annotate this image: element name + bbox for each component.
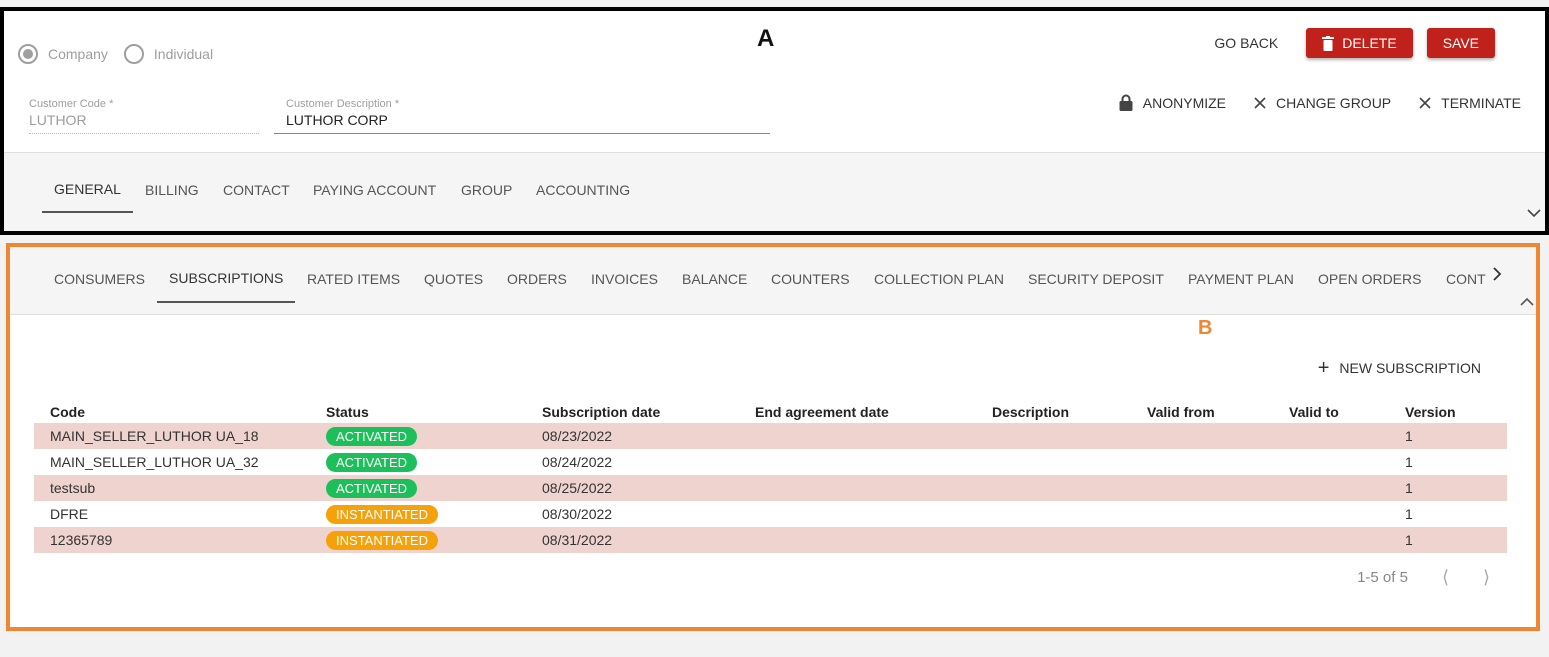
header-version[interactable]: Version (1405, 404, 1456, 420)
tab-open-orders[interactable]: OPEN ORDERS (1318, 271, 1422, 287)
cell-subscription-date: 08/24/2022 (542, 454, 613, 470)
anonymize-label: ANONYMIZE (1142, 94, 1227, 111)
table-row[interactable] (34, 501, 1507, 527)
chevron-up-icon[interactable] (1520, 297, 1534, 307)
radio-company-label: Company (48, 46, 108, 62)
change-group-button[interactable] (1254, 95, 1391, 111)
terminate-button[interactable] (1419, 95, 1521, 111)
cell-code: MAIN_SELLER_LUTHOR UA_32 (50, 454, 259, 470)
status-badge: ACTIVATED (326, 427, 417, 446)
save-button-label: SAVE (1442, 35, 1479, 51)
status-badge: ACTIVATED (326, 453, 417, 472)
terminate-label: TERMINATE (1441, 94, 1521, 111)
tab-subscriptions[interactable]: SUBSCRIPTIONS (157, 247, 295, 303)
pagination-range: 1-5 of 5 (1357, 569, 1408, 586)
chevron-right-icon[interactable]: ⟩ (1482, 567, 1490, 587)
tab-counters[interactable]: COUNTERS (771, 271, 850, 287)
status-badge: INSTANTIATED (326, 505, 438, 524)
related-tabs (10, 247, 1536, 315)
tab-general[interactable]: GENERAL (42, 153, 133, 213)
subscriptions-table (34, 401, 1507, 553)
tab-security-deposit[interactable]: SECURITY DEPOSIT (1028, 271, 1164, 287)
cell-code: DFRE (50, 506, 89, 522)
customer-code-field[interactable] (29, 98, 259, 134)
cell-subscription-date: 08/25/2022 (542, 480, 613, 496)
header-subscription-date[interactable]: Subscription date (542, 404, 661, 420)
header-valid-from[interactable]: Valid from (1147, 404, 1215, 420)
tab-accounting[interactable]: ACCOUNTING (536, 182, 631, 198)
cell-code: testsub (50, 480, 96, 496)
cell-version: 1 (1405, 428, 1413, 444)
customer-code-input[interactable]: LUTHOR (29, 112, 259, 134)
tab-rated-items[interactable]: RATED ITEMS (307, 271, 401, 287)
close-icon (1254, 97, 1266, 109)
save-button[interactable] (1427, 28, 1495, 58)
cell-code: 12365789 (50, 532, 113, 548)
tab-payment-plan[interactable]: PAYMENT PLAN (1188, 271, 1294, 287)
customer-code-label: Customer Code * (29, 98, 114, 110)
table-row[interactable] (34, 423, 1507, 449)
tab-quotes[interactable]: QUOTES (424, 271, 484, 287)
delete-button[interactable] (1306, 28, 1412, 58)
tab-consumers[interactable]: CONSUMERS (54, 271, 146, 287)
tab-collection-plan[interactable]: COLLECTION PLAN (874, 271, 1004, 287)
delete-button-label: DELETE (1342, 35, 1397, 51)
customer-header-panel (0, 7, 1549, 235)
header-description[interactable]: Description (992, 404, 1070, 420)
new-subscription-button[interactable] (1318, 358, 1481, 378)
radio-company[interactable] (18, 44, 38, 64)
anonymize-button[interactable] (1119, 94, 1226, 111)
tab-contact[interactable]: CONTACT (223, 182, 290, 198)
chevron-right-icon[interactable] (1492, 267, 1502, 281)
table-row[interactable] (34, 449, 1507, 475)
customer-tabs (4, 152, 1545, 231)
cell-version: 1 (1405, 480, 1413, 496)
header-status[interactable]: Status (326, 404, 369, 420)
customer-description-field[interactable] (274, 98, 770, 134)
cell-version: 1 (1405, 532, 1413, 548)
close-icon (1419, 97, 1431, 109)
chevron-left-icon[interactable]: ⟨ (1441, 567, 1449, 587)
tab-paying-account[interactable]: PAYING ACCOUNT (313, 182, 437, 198)
subscriptions-panel (6, 243, 1540, 631)
cell-subscription-date: 08/23/2022 (542, 428, 613, 444)
cell-version: 1 (1405, 506, 1413, 522)
customer-type-radio-group (18, 44, 229, 64)
header-valid-to[interactable]: Valid to (1289, 404, 1339, 420)
tab-balance[interactable]: BALANCE (682, 271, 748, 287)
customer-description-input[interactable]: LUTHOR CORP (274, 112, 770, 134)
radio-individual[interactable] (124, 44, 144, 64)
lock-icon (1119, 94, 1133, 111)
section-marker-a: A (757, 25, 775, 52)
tab-invoices[interactable]: INVOICES (591, 271, 658, 287)
secondary-actions (1091, 94, 1521, 111)
new-subscription-label: NEW SUBSCRIPTION (1339, 360, 1481, 376)
section-marker-b: B (1198, 317, 1213, 339)
customer-description-label: Customer Description * (286, 98, 400, 110)
table-header (34, 401, 1507, 423)
chevron-down-icon[interactable] (1527, 208, 1541, 218)
go-back-button[interactable]: GO BACK (1214, 35, 1279, 51)
cell-subscription-date: 08/31/2022 (542, 532, 613, 548)
cell-subscription-date: 08/30/2022 (542, 506, 613, 522)
cell-code: MAIN_SELLER_LUTHOR UA_18 (50, 428, 259, 444)
table-row[interactable] (34, 527, 1507, 553)
cell-version: 1 (1405, 454, 1413, 470)
tab-group[interactable]: GROUP (461, 182, 513, 198)
trash-icon (1322, 36, 1334, 51)
radio-individual-label: Individual (153, 46, 214, 62)
plus-icon: + (1317, 357, 1330, 379)
status-badge: INSTANTIATED (326, 531, 438, 550)
tab-contracts-truncated[interactable]: CONT (1446, 271, 1486, 287)
primary-actions (1214, 28, 1495, 58)
header-code[interactable]: Code (50, 404, 85, 420)
header-end-agreement-date[interactable]: End agreement date (755, 404, 889, 420)
tab-orders[interactable]: ORDERS (507, 271, 567, 287)
tab-billing[interactable]: BILLING (145, 182, 199, 198)
status-badge: ACTIVATED (326, 479, 417, 498)
pagination (1357, 567, 1490, 588)
change-group-label: CHANGE GROUP (1276, 94, 1392, 111)
table-row[interactable] (34, 475, 1507, 501)
